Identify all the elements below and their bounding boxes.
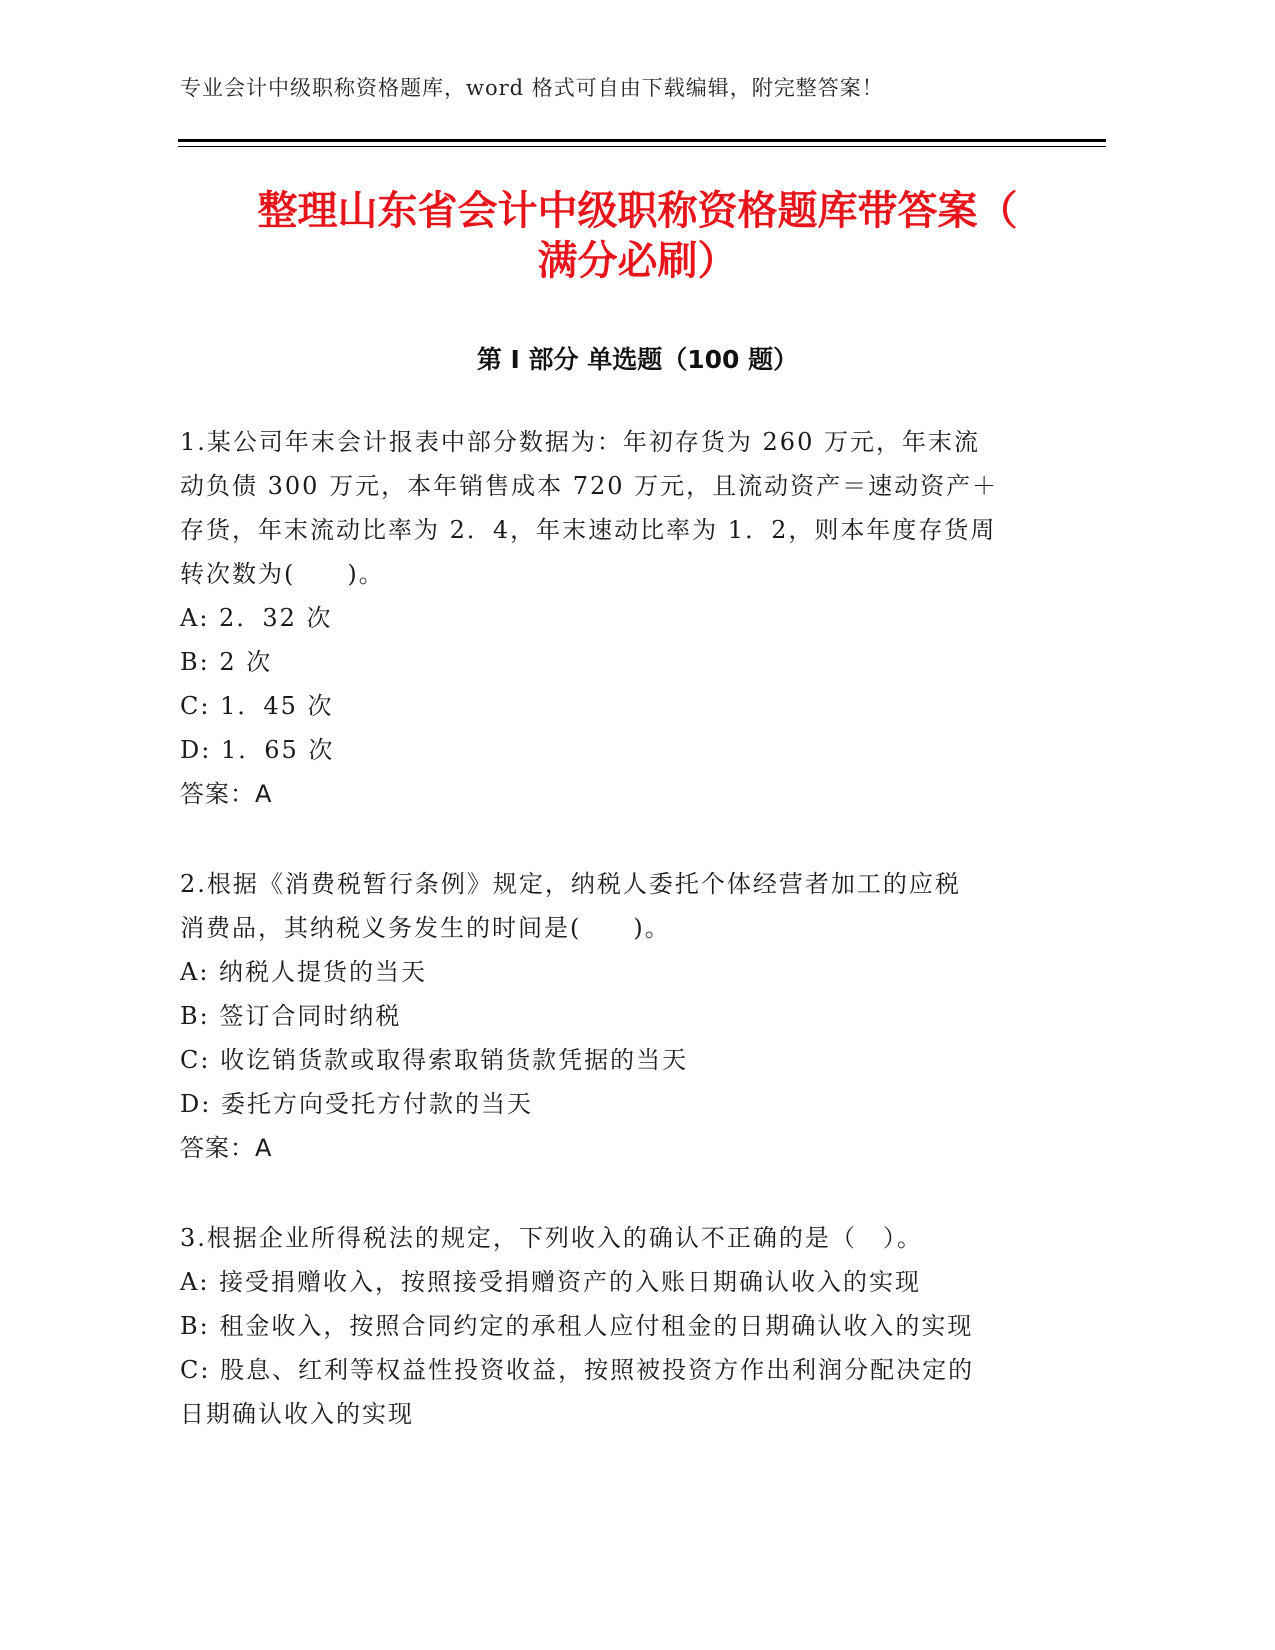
question-3 [180, 1216, 1030, 1436]
document-title-line1: 整理山东省会计中级职称资格题库带答案（ [257, 188, 1018, 234]
question-stem [180, 862, 1030, 950]
option-c: C: 收讫销货款或取得索取销货款凭据的当天 [180, 1046, 689, 1074]
header-note: 专业会计中级职称资格题库，word 格式可自由下载编辑，附完整答案！ [180, 76, 884, 100]
question-stem-line: 1.某公司年末会计报表中部分数据为：年初存货为 260 万元，年末流 [180, 428, 980, 456]
question-list [180, 420, 1030, 1482]
header-rule-thick [178, 139, 1106, 142]
document-title-line2: 满分必刷） [537, 238, 738, 284]
section-title: 第 I 部分 单选题（100 题） [476, 345, 799, 374]
question-1 [180, 420, 1030, 816]
question-stem-line: 2.根据《消费税暂行条例》规定，纳税人委托个体经营者加工的应税 [180, 870, 961, 898]
option-d: D: 1．65 次 [180, 736, 335, 764]
question-stem-line: 存货，年末流动比率为 2．4，年末速动比率为 1．2，则本年度存货周 [180, 516, 997, 544]
option-b: B: 签订合同时纳税 [180, 1002, 402, 1030]
option-a: A: 纳税人提货的当天 [180, 958, 428, 986]
option-c: C: 1．45 次 [180, 692, 334, 720]
question-2 [180, 862, 1030, 1170]
option-b: B: 租金收入，按照合同约定的承租人应付租金的日期确认收入的实现 [180, 1312, 974, 1340]
question-stem [180, 420, 1030, 596]
answer: 答案：A [180, 780, 273, 808]
question-stem-line: 动负债 300 万元，本年销售成本 720 万元，且流动资产＝速动资产＋ [180, 472, 999, 500]
option-b: B: 2 次 [180, 648, 273, 676]
header-rule-thin [178, 146, 1106, 147]
option-c: C: 股息、红利等权益性投资收益，按照被投资方作出利润分配决定的 [180, 1356, 975, 1384]
option-c-continued: 日期确认收入的实现 [180, 1400, 414, 1428]
option-a: A: 接受捐赠收入，按照接受捐赠资产的入账日期确认收入的实现 [180, 1268, 922, 1296]
option-a: A: 2．32 次 [180, 604, 333, 632]
question-stem [180, 1216, 1030, 1260]
document-title [180, 186, 1095, 286]
answer: 答案：A [180, 1134, 273, 1162]
option-d: D: 委托方向受托方付款的当天 [180, 1090, 533, 1118]
question-stem-line: 3.根据企业所得税法的规定，下列收入的确认不正确的是（ ）。 [180, 1224, 923, 1252]
question-stem-line: 转次数为( )。 [180, 560, 385, 588]
question-stem-line: 消费品，其纳税义务发生的时间是( )。 [180, 914, 671, 942]
